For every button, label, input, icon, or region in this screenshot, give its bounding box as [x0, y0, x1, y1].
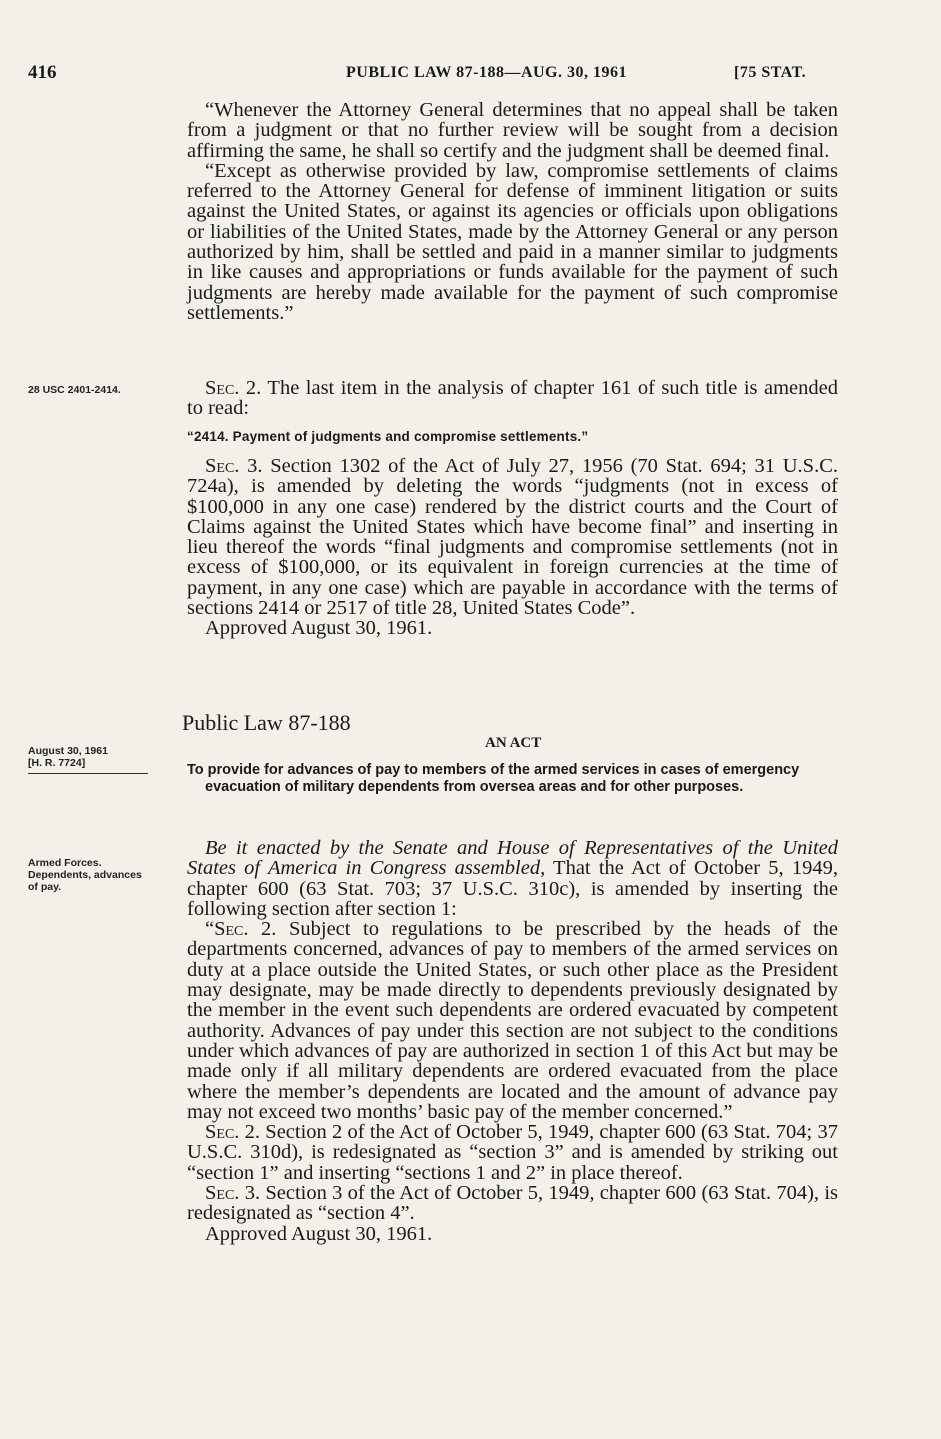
- act-purpose: To provide for advances of pay to members of the armed services in cases of emergency evacuation of military dependents from oversea areas and for other purposes.: [187, 762, 800, 795]
- paragraph: [187, 919, 838, 1122]
- enacting-italic: Be it enacted by the Senate and House of Representatives of the United States of America in Congress assembled,: [187, 837, 838, 880]
- paragraph: [187, 456, 838, 618]
- paragraph: [187, 1183, 838, 1224]
- section-text: Section 3 of the Act of October 5, 1949, chapter 600 (63 Stat. 704), is redesignated as “section 4”.: [187, 1182, 838, 1225]
- section-label: Sec. 3.: [205, 1182, 261, 1205]
- margin-note-usc: 28 USC 2401-2414.: [28, 384, 121, 396]
- page-number: 416: [28, 62, 57, 83]
- an-act-heading: AN ACT: [485, 735, 542, 751]
- section1-block: [187, 100, 838, 323]
- section-label: Sec. 3.: [205, 455, 263, 477]
- section-label: “Sec. 2.: [205, 918, 277, 941]
- enacting-clause: [187, 838, 838, 919]
- margin-note-armed-forces: Armed Forces. Dependents, advances of pay.: [28, 857, 142, 893]
- law2-body: [187, 838, 838, 1244]
- section2-block: [187, 378, 838, 419]
- section3-block: [187, 456, 838, 639]
- margin-note-bill: [H. R. 7724]: [28, 757, 86, 769]
- margin-note-date: August 30, 1961: [28, 745, 108, 757]
- approval-line: Approved August 30, 1961.: [205, 1222, 433, 1245]
- paragraph: “Except as otherwise provided by law, compromise settlements of claims referred to the Attorney General for defense of imminent litigation or suits against the United States, or against its agencies or officials upon obligations or liabilities of the United States, made by the Attorney General or any person authorized by him, shall be settled and paid in a manner similar to judgments in like causes and appropriations or funds available for the payment of such judgments are hereby made available for the payment of such compromise settlements.”: [187, 159, 838, 324]
- paragraph: “Whenever the Attorney General determines that no appeal shall be taken from a judgment or that no further review will be sought from a decision affirming the same, he shall so certify and the judgment shall be deemed final.: [187, 99, 838, 162]
- section-text: Section 2 of the Act of October 5, 1949, chapter 600 (63 Stat. 704; 37 U.S.C. 310d), is redesignated as “section 3” and is amended by striking out “section 1” and inserting “sections 1 and 2” in place thereof.: [187, 1121, 839, 1184]
- section-label: Sec. 2.: [205, 1121, 261, 1144]
- section-text: Subject to regulations to be prescribed by the heads of the departments concerned, advances of pay to members of the armed services on duty at a place outside the United States, or such other place as the President may designate, may be made directly to dependents previously designated by the member in the event such dependents are ordered evacuated by competent authority. Advances of pay under this section are not subject to the conditions under which advances of pay are authorized in section 1 of this Act but may be made only if all military dependents are ordered evacuated from the place where the member’s dependents are located and the amount of advance pay may not exceed two months’ basic pay of the member concerned.”: [187, 918, 838, 1123]
- analysis-item: “2414. Payment of judgments and compromise settlements.”: [187, 429, 589, 444]
- section-text: Section 1302 of the Act of July 27, 1956 (70 Stat. 694; 31 U.S.C. 724a), is amended by deleting the words “judgments (not in excess of $100,000 in any one case) rendered by the district courts and the Court of Claims against the United States which have become final” and inserting in lieu thereof the words “final judgments and compromise settlements (not in excess of $100,000, or its equivalent in foreign currencies at the time of payment, in any one case) which are payable in accordance with the terms of sections 2414 or 2517 of title 28, United States Code”.: [187, 455, 839, 620]
- enacting-text: That the Act of October 5, 1949, chapter 600 (63 Stat. 703; 37 U.S.C. 310c), is amended by inserting the following section after section 1:: [187, 857, 838, 920]
- section-text: The last item in the analysis of chapter 161 of such title is amended to read:: [187, 377, 838, 420]
- paragraph: [187, 378, 838, 419]
- paragraph: [187, 1122, 838, 1183]
- margin-rule: [28, 773, 148, 774]
- running-head: PUBLIC LAW 87-188—AUG. 30, 1961: [346, 64, 627, 81]
- volume-citation: [75 STAT.: [734, 64, 807, 81]
- section-label: Sec. 2.: [205, 377, 262, 399]
- public-law-title: Public Law 87-188: [182, 710, 351, 735]
- approval-line: Approved August 30, 1961.: [205, 617, 433, 640]
